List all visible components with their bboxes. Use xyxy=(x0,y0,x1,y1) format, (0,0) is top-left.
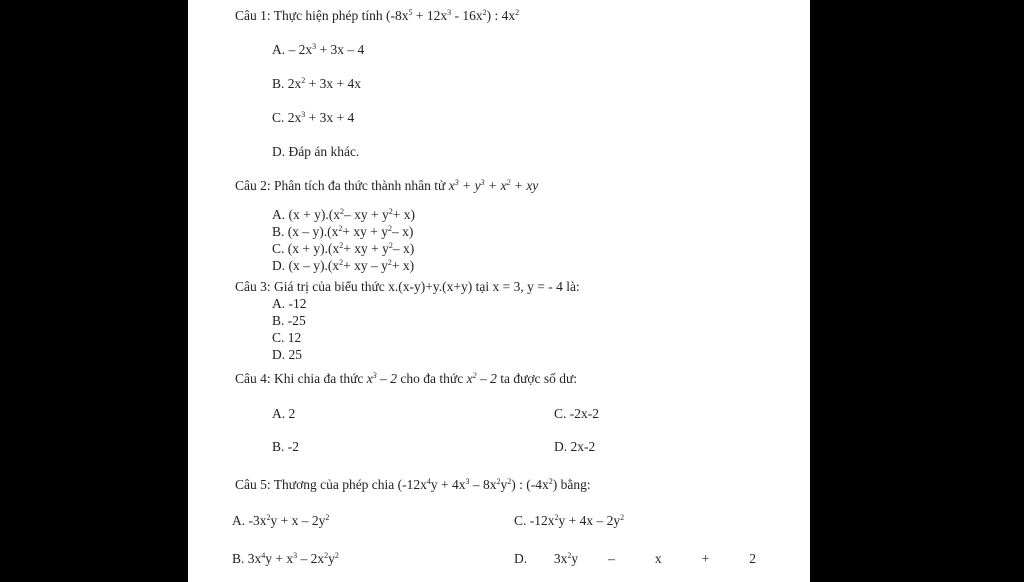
question-1-stem xyxy=(235,8,519,24)
question-2-option-d[interactable]: D. $(x - y).(x^2+$ xy – $y^2+ x$) xyxy=(272,258,415,273)
question-3-option-b[interactable]: B. -25 xyxy=(272,313,306,328)
question-2-prefix: Câu 2: Phân tích đa thức thành nhân tử xyxy=(235,178,446,193)
question-5-option-b[interactable]: B. $3x^4y + x^3 - 2x^2y^2$ xyxy=(232,551,339,566)
question-3-option-d[interactable]: D. 25 xyxy=(272,347,302,362)
question-1-prefix: Câu 1: Thực hiện phép tính xyxy=(235,8,383,23)
question-5-option-a[interactable]: A. $-3x^2y + x - 2y^2$ xyxy=(232,513,330,528)
question-1-option-d[interactable]: D. Đáp án khác. xyxy=(272,144,360,159)
question-3-option-c[interactable]: C. 12 xyxy=(272,330,302,345)
question-4-option-d[interactable]: D. 2x-2 xyxy=(554,439,596,454)
question-2-option-b[interactable]: B. $(x - y).(x^2+$ xy + $y^2-$ x) xyxy=(272,224,414,239)
question-4-option-c[interactable]: C. -2x-2 xyxy=(554,406,600,421)
question-4-suffix: ta được số dư: xyxy=(500,371,578,386)
question-2-stem xyxy=(235,178,538,194)
question-4-prefix: Câu 4: Khi chia đa thức xyxy=(235,371,364,386)
question-2-expression: $x^3 + y^3 + x^2$ + xy xyxy=(448,178,539,193)
question-4-option-a[interactable]: A. 2 xyxy=(272,406,296,421)
question-5-option-d[interactable]: D. $3x^2y - x + 2$ xyxy=(514,551,756,566)
question-2-option-c[interactable]: C. $(x + y).(x^2+$ xy + $y^2-$ x) xyxy=(272,241,415,256)
question-5-expression: $(-12x^4y + 4x^3 - 8x^2y^2)$ : $(-4x^2)$ xyxy=(397,477,558,492)
question-4-dividend: $x^3 - 2$ xyxy=(366,371,398,386)
question-5-stem xyxy=(235,477,591,493)
question-3-stem xyxy=(235,279,580,295)
question-1-option-a[interactable]: A. – $2x^3 + 3x - 4$ xyxy=(272,42,365,57)
question-5-suffix: bằng: xyxy=(560,477,591,492)
document-page xyxy=(188,0,810,582)
question-3-option-a[interactable]: A. -12 xyxy=(272,296,307,311)
question-5-option-c[interactable]: C. $-12x^2y + 4x - 2y^2$ xyxy=(514,513,625,528)
question-4-option-b[interactable]: B. -2 xyxy=(272,439,300,454)
question-4-divisor: $x^2 - 2$ xyxy=(466,371,497,386)
question-3-prefix: Câu 3: Giá trị của biểu thức x.(x-y)+y.(x+y) tại x = 3, y = - 4 là: xyxy=(235,279,580,294)
question-4-middle: cho đa thức xyxy=(400,371,464,386)
question-1-option-c[interactable]: C. $2x^3 + 3x + 4$ xyxy=(272,110,355,125)
question-5-prefix: Câu 5: Thương của phép chia xyxy=(235,477,395,492)
question-2-option-a[interactable]: A. $(x + y).(x^2-$ xy + $y^2+ x$) xyxy=(272,207,415,222)
question-4-stem xyxy=(235,371,577,387)
question-1-expression: $(-8x^5 + 12x^3 - 16x^2)$ : $4x^2$ xyxy=(386,8,520,23)
question-1-option-b[interactable]: B. $2x^2 + 3x + 4x$ xyxy=(272,76,361,91)
